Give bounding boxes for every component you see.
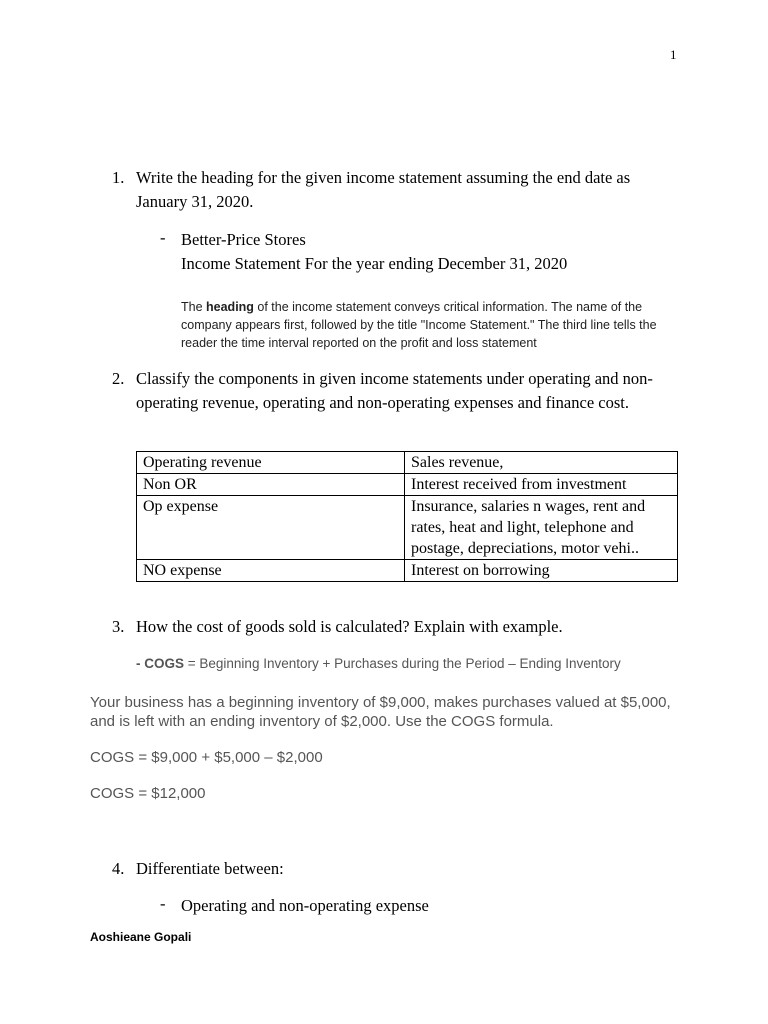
question-number: 2. [112, 369, 125, 388]
cogs-formula [136, 656, 621, 671]
question-text: Differentiate between: [136, 859, 284, 878]
table-cell: Interest received from investment [405, 474, 678, 496]
note-text: The [181, 300, 207, 314]
question-text: Write the heading for the given income statement assuming the end date as January 31, 2020. [136, 168, 631, 211]
cogs-calculation: COGS = $9,000 + $5,000 – $2,000 [90, 749, 323, 766]
page-number: 1 [670, 47, 677, 62]
note-bold-term: heading [206, 300, 254, 314]
note-text: of the income statement conveys critical information. The name of the company appears first, followed by the title "Income Statement." The third line tells the reader the time interval reported on the profit and loss statement [181, 300, 657, 350]
footer-author: Aoshieane Gopali [90, 930, 192, 944]
classification-table [136, 451, 678, 582]
question-text: Classify the components in given income statements under operating and non-operating revenue, operating and non-operating expenses and finance cost. [136, 369, 653, 412]
table-row [137, 474, 678, 496]
heading-explanation [181, 298, 671, 352]
table-cell: Interest on borrowing [405, 560, 678, 582]
question-number: 1. [112, 168, 125, 187]
table-cell: NO expense [137, 560, 405, 582]
table-row [137, 496, 678, 560]
table-cell: Non OR [137, 474, 405, 496]
statement-title: Income Statement For the year ending December 31, 2020 [181, 254, 568, 273]
question-number: 3. [112, 617, 125, 636]
q1-answer [181, 228, 567, 276]
table-row [137, 560, 678, 582]
table-cell: Operating revenue [137, 452, 405, 474]
bullet-dash: - [160, 228, 166, 247]
cogs-example: Your business has a beginning inventory of $9,000, makes purchases valued at $5,000, and is left with an ending inventory of $2,000. Use the COGS formula. [90, 694, 671, 730]
table-cell: Insurance, salaries n wages, rent and rates, heat and light, telephone and postage, depreciations, motor vehi.. [405, 496, 678, 560]
table-row [137, 452, 678, 474]
formula-text: = Beginning Inventory + Purchases during the Period – Ending Inventory [184, 656, 621, 671]
question-text: How the cost of goods sold is calculated? Explain with example. [136, 617, 563, 636]
company-name: Better-Price Stores [181, 230, 306, 249]
q4-subitem: Operating and non-operating expense [181, 896, 429, 915]
formula-label: - COGS [136, 656, 185, 671]
table-cell: Sales revenue, [405, 452, 678, 474]
bullet-dash: - [160, 894, 166, 913]
table-cell: Op expense [137, 496, 405, 560]
question-number: 4. [112, 859, 125, 878]
cogs-result: COGS = $12,000 [90, 785, 206, 802]
